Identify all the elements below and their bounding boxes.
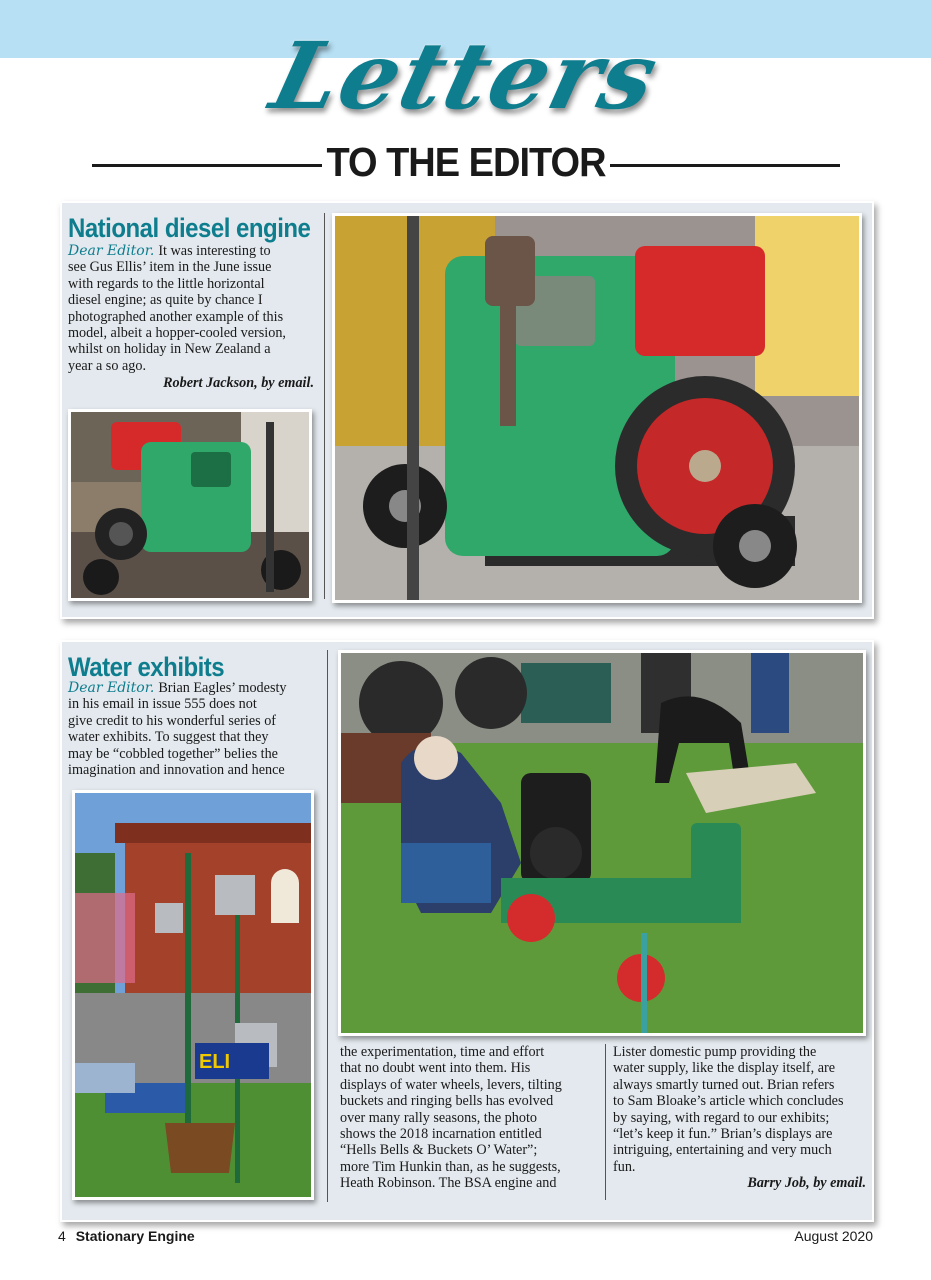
text-line: water exhibits. To suggest that they [68,729,269,746]
text-line: to Sam Bloake’s article which concludes [613,1093,844,1110]
text-line: give credit to his wonderful series of [68,712,277,729]
sign-text: ELI [199,1051,231,1073]
issue-date: August 2020 [794,1228,873,1244]
text-line: with regards to the little horizontal [68,275,265,292]
signature: Barry Job, by email. [747,1175,866,1191]
text-line: whilst on holiday in New Zealand a [68,341,271,358]
text-line: diesel engine; as quite by chance I [68,292,263,309]
engine-illustration [335,216,859,600]
column-divider [327,650,328,1202]
text-line: more Tim Hunkin than, as he suggests, [340,1158,561,1175]
text-line: see Gus Ellis’ item in the June issue [68,259,272,276]
text-line: model, albeit a hopper-cooled version, [68,325,286,342]
water-exhibit-illustration [75,793,311,1197]
text-line: Dear Editor. It was interesting to [68,243,271,259]
photo-water-exhibit [72,790,314,1200]
column-divider [605,1044,606,1200]
magazine-name: Stationary Engine [75,1228,195,1244]
letter-body-col2 [340,1044,602,1192]
text-line: displays of water wheels, levers, tilting [340,1076,562,1093]
photo-lister-pump [338,650,866,1036]
text-line: intriguing, entertaining and very much [613,1142,832,1159]
signature: Robert Jackson, by email. [163,375,314,391]
text-line: shows the 2018 incarnation entitled [340,1126,542,1143]
photo-hopper-engine [68,409,312,601]
text-line: fun. [613,1158,636,1175]
page-subtitle: TO THE EDITOR [326,140,606,186]
letter-national-diesel [60,201,874,619]
letter-body-col3 [613,1044,869,1175]
text-line: buckets and ringing bells has evolved [340,1093,554,1110]
letter-body-col1 [68,680,320,778]
subtitle-rule-right [610,164,840,167]
text-line: always smartly turned out. Brian refers [613,1076,835,1093]
text-line: imagination and innovation and hence [68,762,285,779]
letter-water-exhibits [60,640,874,1222]
salutation: Dear Editor. [68,243,155,259]
text-line: Lister domestic pump providing the [613,1044,817,1060]
text-line: that no doubt went into them. His [340,1060,531,1077]
text-line: water supply, like the display itself, are [613,1060,836,1077]
lister-pump-illustration [341,653,863,1033]
text-line: may be “cobbled together” belies the [68,745,278,762]
text-line: by saying, with regard to our exhibits; [613,1109,830,1126]
text-line: over many rally seasons, the photo [340,1109,538,1126]
column-divider [324,213,325,599]
letter-heading: National diesel engine [68,214,311,244]
photo-diesel-engine [332,213,862,603]
page-number: 4 [58,1228,66,1244]
letter-body [68,243,320,374]
text-line: the experimentation, time and effort [340,1044,545,1060]
text-line: in his email in issue 555 does not [68,696,257,713]
text-line: Dear Editor. Brian Eagles’ modesty [68,680,287,696]
salutation: Dear Editor. [68,680,155,696]
engine-illustration [71,412,309,598]
text-line: “Hells Bells & Buckets O’ Water”; [340,1142,538,1159]
subtitle-bar [92,142,840,186]
text-line: Heath Robinson. The BSA engine and [340,1175,557,1192]
page-title: Letters [261,22,670,130]
text-line: year a so ago. [68,357,146,374]
text-line: “let’s keep it fun.” Brian’s displays are [613,1126,833,1143]
text-line: photographed another example of this [68,308,284,325]
page-footer-left [58,1228,195,1244]
letter-heading: Water exhibits [68,653,225,683]
